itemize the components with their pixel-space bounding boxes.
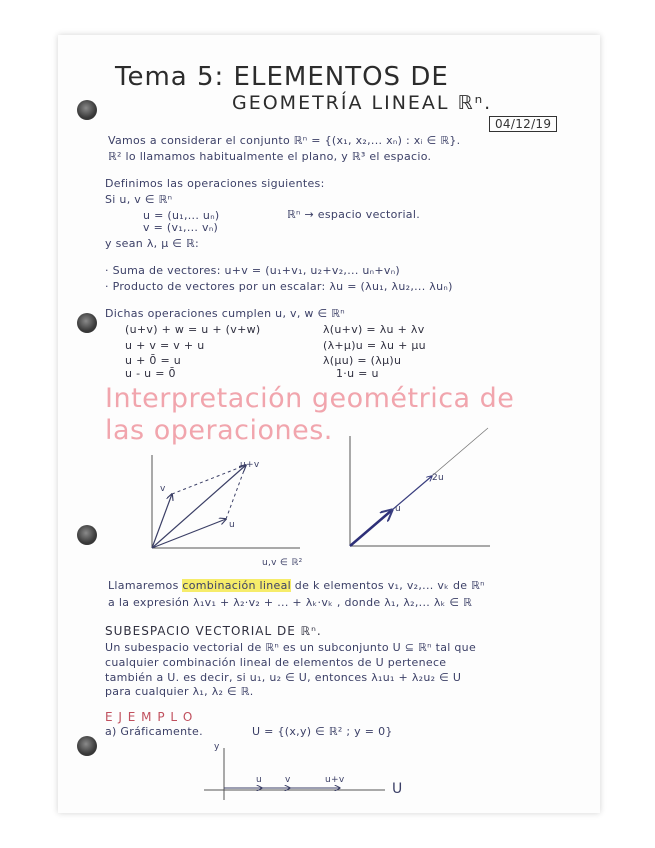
prop-right: λ(μu) = (λμ)u bbox=[323, 354, 402, 367]
ops-u: u = (u₁,... uₙ) bbox=[143, 209, 220, 222]
comb-line1 bbox=[108, 579, 485, 592]
label-2u: 2u bbox=[432, 473, 445, 483]
label-u: u bbox=[229, 520, 236, 530]
prop-left: (u+v) + w = u + (v+w) bbox=[125, 323, 261, 336]
comb-line2: a la expresión λ₁v₁ + λ₂·v₂ + ... + λₖ·vₖ , donde λ₁, λ₂,... λₖ ∈ ℝ bbox=[108, 596, 473, 609]
ejemplo-a: a) Gráficamente. bbox=[105, 725, 203, 738]
ejemplo-U-label: U bbox=[392, 781, 403, 797]
sub-heading: SUBESPACIO VECTORIAL DE ℝⁿ. bbox=[105, 624, 322, 638]
interp-heading: Interpretación geométrica de bbox=[105, 383, 515, 414]
ops-v: v = (v₁,... vₙ) bbox=[143, 221, 219, 234]
props-intro: Dichas operaciones cumplen u, v, w ∈ ℝⁿ bbox=[105, 307, 345, 320]
prop-left: u + v = v + u bbox=[125, 339, 205, 352]
intro-line: ℝ² lo llamamos habitualmente el plano, y ℝ³ el espacio. bbox=[108, 150, 432, 163]
ejemplo-label-u-plus-v: u+v bbox=[325, 775, 345, 785]
interp-heading: las operaciones. bbox=[105, 415, 333, 446]
sub-line: Un subespacio vectorial de ℝⁿ es un subconjunto U ⊆ ℝⁿ tal que bbox=[105, 641, 477, 654]
date-box: 04/12/19 bbox=[489, 116, 557, 132]
graph1-caption: u,v ∈ ℝ² bbox=[262, 558, 303, 568]
ejemplo-label-v: v bbox=[285, 775, 291, 785]
vector-u bbox=[152, 519, 226, 548]
dashed-u bbox=[172, 465, 246, 494]
sub-line: cualquier combinación lineal de elementos de U pertenece bbox=[105, 656, 447, 669]
prop-right: λ(u+v) = λu + λv bbox=[323, 323, 425, 336]
vector-u-graph2 bbox=[350, 510, 392, 546]
ejemplo-set: U = {(x,y) ∈ ℝ² ; y = 0} bbox=[252, 725, 393, 738]
ops-si: Si u, v ∈ ℝⁿ bbox=[105, 193, 173, 206]
sub-line: para cualquier λ₁, λ₂ ∈ ℝ. bbox=[105, 685, 254, 698]
ejemplo-heading: E J E M P L O bbox=[105, 710, 194, 724]
comb-post: de k elementos v₁, v₂,... vₖ de ℝⁿ bbox=[291, 579, 485, 592]
prop-left: u + 0̄ = u bbox=[125, 354, 182, 367]
ops-prod: · Producto de vectores por un escalar: λu = (λu₁, λu₂,... λuₙ) bbox=[105, 280, 453, 293]
ejemplo-y-label: y bbox=[214, 742, 220, 752]
ops-space: ℝⁿ → espacio vectorial. bbox=[287, 208, 420, 221]
label-u-graph2: u bbox=[395, 504, 402, 514]
ops-sum: · Suma de vectores: u+v = (u₁+v₁, u₂+v₂,... uₙ+vₙ) bbox=[105, 264, 400, 277]
intro-line: Vamos a considerar el conjunto ℝⁿ = {(x₁, x₂,... xₙ) : xᵢ ∈ ℝ}. bbox=[108, 134, 461, 147]
ops-lambda: y sean λ, μ ∈ ℝ: bbox=[105, 237, 200, 250]
prop-right: (λ+μ)u = λu + μu bbox=[323, 339, 426, 352]
highlight-combinacion-lineal: combinación lineal bbox=[182, 579, 292, 592]
ops-intro: Definimos las operaciones siguientes: bbox=[105, 177, 325, 190]
vector-u-plus-v bbox=[152, 465, 246, 548]
comb-pre: Llamaremos bbox=[108, 579, 183, 592]
title-line2: GEOMETRÍA LINEAL ℝⁿ. bbox=[232, 92, 493, 114]
title-line1: Tema 5: ELEMENTOS DE bbox=[115, 62, 449, 92]
prop-right: 1·u = u bbox=[336, 367, 379, 380]
label-v: v bbox=[160, 484, 166, 494]
ejemplo-label-u: u bbox=[256, 775, 263, 785]
sub-line: también a U. es decir, si u₁, u₂ ∈ U, entonces λ₁u₁ + λ₂u₂ ∈ U bbox=[105, 671, 462, 684]
label-u-plus-v: u+v bbox=[240, 460, 260, 470]
prop-left: u - u = 0̄ bbox=[125, 367, 176, 380]
